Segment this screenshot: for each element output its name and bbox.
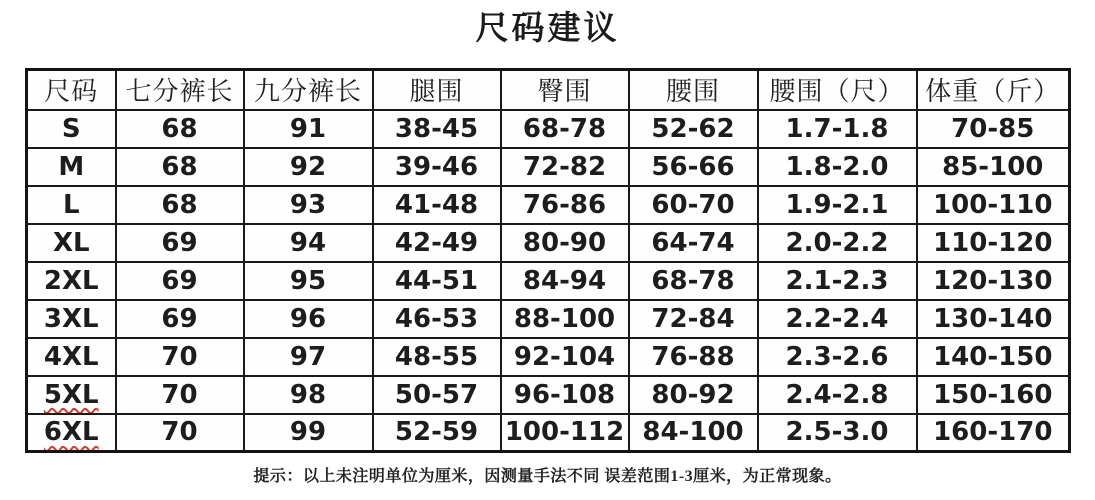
size-cell [27, 376, 116, 414]
size-chart-table [25, 68, 1071, 453]
size-cell [27, 300, 116, 338]
value-cell: 110-120 [917, 224, 1070, 262]
header-cell-waist-chi: 腰围（尺） [758, 70, 917, 110]
size-cell [27, 148, 116, 186]
size-cell [27, 186, 116, 224]
header-cell-waist: 腰围 [629, 70, 758, 110]
value-cell: 50-57 [373, 376, 501, 414]
table-row [27, 186, 1070, 224]
value-cell: 38-45 [373, 110, 501, 148]
header-cell-capri-length: 七分裤长 [116, 70, 244, 110]
value-cell: 88-100 [501, 300, 629, 338]
value-cell: 99 [244, 414, 373, 452]
value-cell: 140-150 [917, 338, 1070, 376]
header-cell-weight-jin: 体重（斤） [917, 70, 1070, 110]
value-cell: 70 [116, 414, 244, 452]
value-cell: 93 [244, 186, 373, 224]
value-cell: 48-55 [373, 338, 501, 376]
value-cell: 96 [244, 300, 373, 338]
header-cell-thigh: 腿围 [373, 70, 501, 110]
value-cell: 69 [116, 224, 244, 262]
value-cell: 2.0-2.2 [758, 224, 917, 262]
value-cell: 42-49 [373, 224, 501, 262]
value-cell: 2.3-2.6 [758, 338, 917, 376]
value-cell: 69 [116, 262, 244, 300]
size-cell [27, 224, 116, 262]
value-cell: 72-84 [629, 300, 758, 338]
value-cell: 1.8-2.0 [758, 148, 917, 186]
footer-note: 提示：以上未注明单位为厘米，因测量手法不同 误差范围1-3厘米，为正常现象。 [253, 468, 842, 485]
value-cell: 76-86 [501, 186, 629, 224]
size-cell [27, 338, 116, 376]
size-cell [27, 414, 116, 452]
size-label: XL [52, 227, 90, 258]
header-row [27, 70, 1070, 110]
value-cell: 85-100 [917, 148, 1070, 186]
value-cell: 92-104 [501, 338, 629, 376]
value-cell: 52-59 [373, 414, 501, 452]
size-label: M [58, 151, 85, 182]
value-cell: 69 [116, 300, 244, 338]
value-cell: 84-100 [629, 414, 758, 452]
value-cell: 2.4-2.8 [758, 376, 917, 414]
value-cell: 2.5-3.0 [758, 414, 917, 452]
page-title: 尺码建议 [475, 11, 620, 47]
table-header [27, 70, 1070, 110]
value-cell: 70 [116, 376, 244, 414]
value-cell: 120-130 [917, 262, 1070, 300]
table-row [27, 262, 1070, 300]
value-cell: 68 [116, 110, 244, 148]
table-row [27, 224, 1070, 262]
table-row [27, 414, 1070, 452]
size-label: 3XL [43, 303, 99, 334]
value-cell: 70-85 [917, 110, 1070, 148]
value-cell: 160-170 [917, 414, 1070, 452]
value-cell: 2.2-2.4 [758, 300, 917, 338]
value-cell: 100-112 [501, 414, 629, 452]
size-label: S [61, 113, 81, 144]
value-cell: 130-140 [917, 300, 1070, 338]
value-cell: 68 [116, 148, 244, 186]
value-cell: 94 [244, 224, 373, 262]
table-row [27, 338, 1070, 376]
value-cell: 41-48 [373, 186, 501, 224]
value-cell: 70 [116, 338, 244, 376]
value-cell: 98 [244, 376, 373, 414]
value-cell: 1.7-1.8 [758, 110, 917, 148]
value-cell: 95 [244, 262, 373, 300]
value-cell: 72-82 [501, 148, 629, 186]
size-label: L [62, 189, 80, 220]
header-cell-hip: 臀围 [501, 70, 629, 110]
value-cell: 68-78 [629, 262, 758, 300]
table-row [27, 300, 1070, 338]
table-body [27, 110, 1070, 452]
size-label: 5XL [43, 379, 99, 410]
size-label: 2XL [43, 265, 99, 296]
table-row [27, 110, 1070, 148]
value-cell: 97 [244, 338, 373, 376]
value-cell: 96-108 [501, 376, 629, 414]
size-cell [27, 262, 116, 300]
value-cell: 44-51 [373, 262, 501, 300]
table-row [27, 148, 1070, 186]
size-label: 6XL [43, 417, 99, 448]
value-cell: 80-90 [501, 224, 629, 262]
size-label: 4XL [43, 341, 99, 372]
value-cell: 76-88 [629, 338, 758, 376]
value-cell: 1.9-2.1 [758, 186, 917, 224]
header-cell-ankle-length: 九分裤长 [244, 70, 373, 110]
value-cell: 92 [244, 148, 373, 186]
header-cell-size: 尺码 [27, 70, 116, 110]
value-cell: 56-66 [629, 148, 758, 186]
value-cell: 2.1-2.3 [758, 262, 917, 300]
value-cell: 60-70 [629, 186, 758, 224]
value-cell: 68-78 [501, 110, 629, 148]
value-cell: 52-62 [629, 110, 758, 148]
value-cell: 68 [116, 186, 244, 224]
value-cell: 64-74 [629, 224, 758, 262]
value-cell: 91 [244, 110, 373, 148]
value-cell: 84-94 [501, 262, 629, 300]
size-cell [27, 110, 116, 148]
table-row [27, 376, 1070, 414]
value-cell: 100-110 [917, 186, 1070, 224]
value-cell: 39-46 [373, 148, 501, 186]
value-cell: 150-160 [917, 376, 1070, 414]
value-cell: 80-92 [629, 376, 758, 414]
value-cell: 46-53 [373, 300, 501, 338]
